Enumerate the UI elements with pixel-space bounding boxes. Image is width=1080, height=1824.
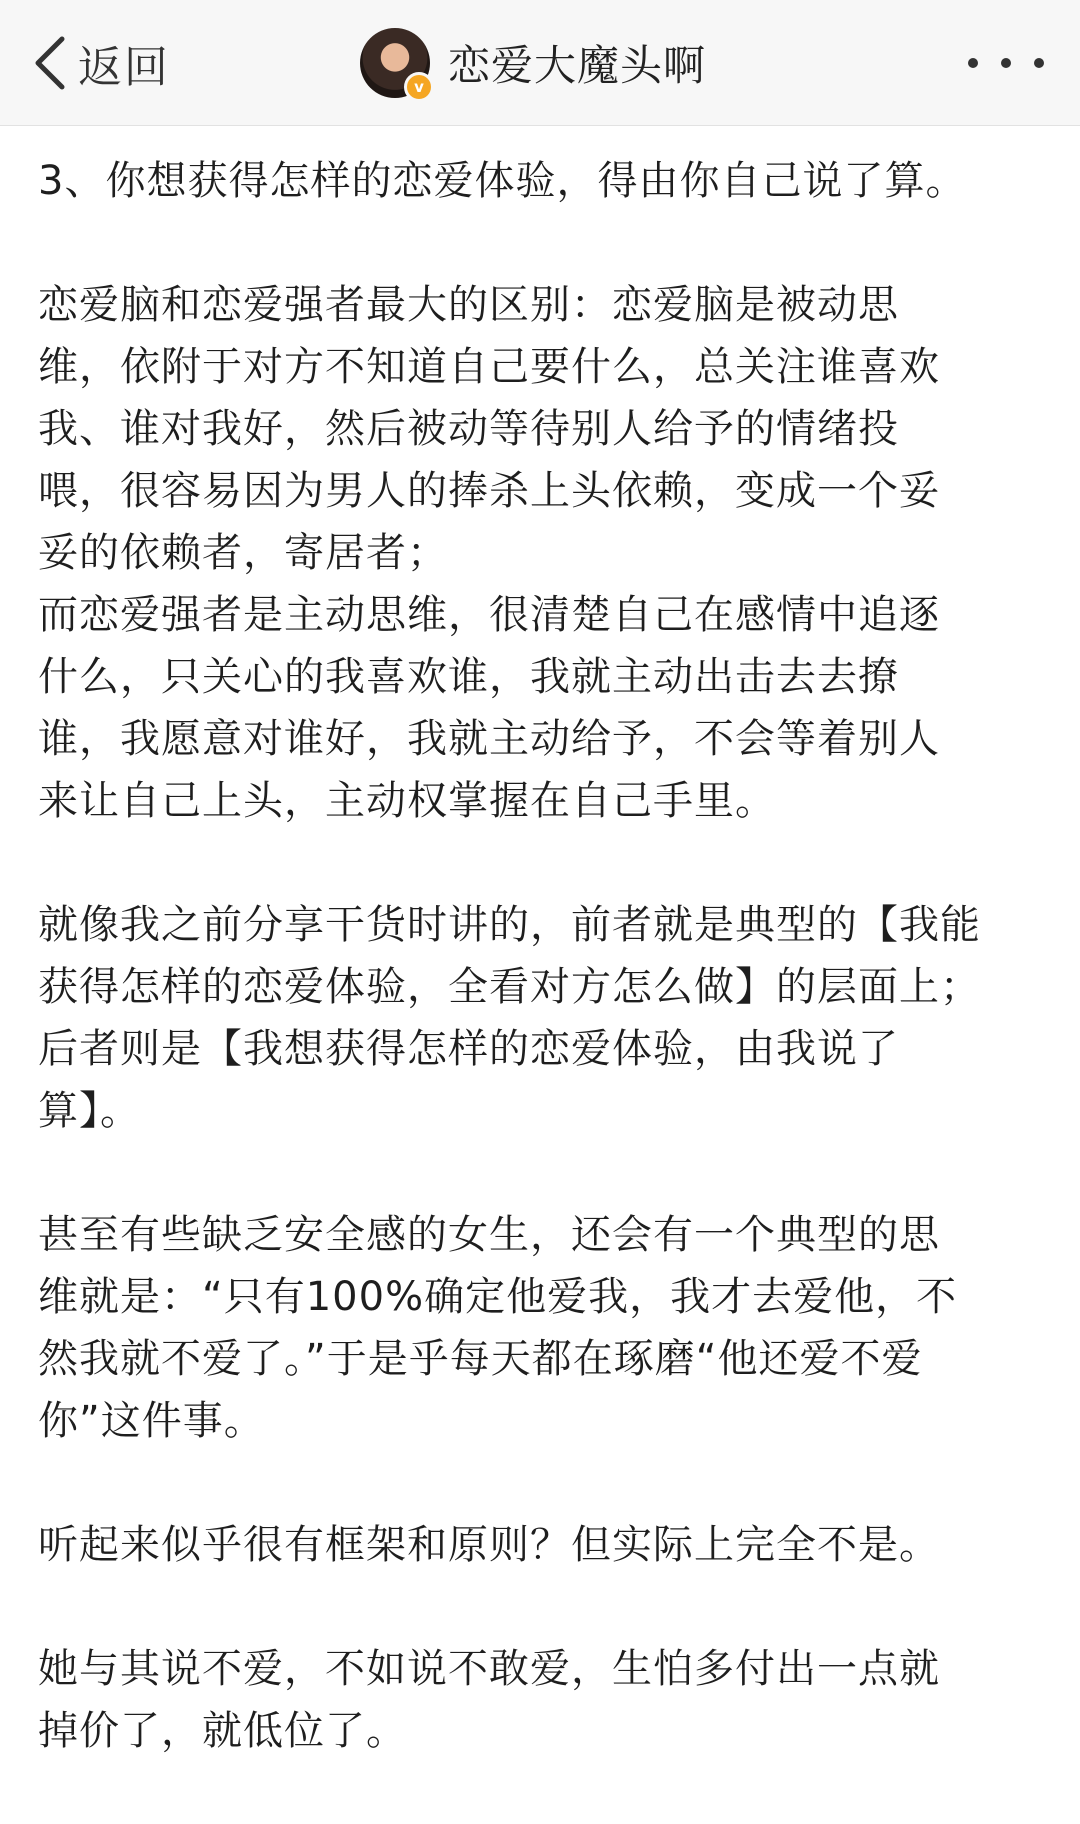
- back-label: 返回: [78, 42, 170, 93]
- more-dot: [1034, 58, 1044, 68]
- top-navigation-bar: [0, 0, 1080, 126]
- article-paragraph: 甚至有些缺乏安全感的女生，还会有一个典型的思 维就是：“只有100%确定他爱我，我才去爱他，不 然我就不爱了。”于是乎每天都在琢磨“他还爱不爱 你”这件事。: [38, 1212, 958, 1444]
- chevron-left-icon: [30, 35, 70, 91]
- page-title[interactable]: 恋爱大魔头啊: [448, 41, 707, 90]
- more-dot: [1001, 58, 1011, 68]
- article-paragraph: 3、你想获得怎样的恋爱体验，得由你自己说了算。: [38, 158, 967, 204]
- profile-header[interactable]: [360, 26, 706, 100]
- article-paragraph: 她与其说不爱，不如说不敢爱，生怕多付出一点就 掉价了，就低位了。: [38, 1646, 940, 1754]
- article-paragraph: 听起来似乎很有框架和原则？但实际上完全不是。: [38, 1522, 940, 1568]
- more-icon[interactable]: [968, 48, 1044, 78]
- article-body: [38, 150, 1048, 1824]
- article-paragraph: 恋爱脑和恋爱强者最大的区别：恋爱脑是被动思 维，依附于对方不知道自己要什么，总关注谁喜欢 我、谁对我好，然后被动等待别人给予的情绪投 喂，很容易因为男人的捧杀上头依赖，变成一个妥 妥的依赖者，寄居者； 而恋爱强者是主动思维，很清楚自己在感情中追逐 什么，只关心的我喜欢谁，我就主动出击去去撩 谁，我愿意对谁好，我就主动给予，不会等着别人 来让自己上头，主动权掌握在自己手里。: [38, 282, 940, 824]
- article-paragraph: 就像我之前分享干货时讲的，前者就是典型的【我能 获得怎样的恋爱体验，全看对方怎么做】的层面上； 后者则是【我想获得怎样的恋爱体验，由我说了 算】。: [38, 902, 981, 1134]
- more-dot: [968, 58, 978, 68]
- back-button[interactable]: [30, 30, 170, 96]
- verified-badge-icon: v: [404, 72, 434, 102]
- avatar-icon[interactable]: [360, 28, 430, 98]
